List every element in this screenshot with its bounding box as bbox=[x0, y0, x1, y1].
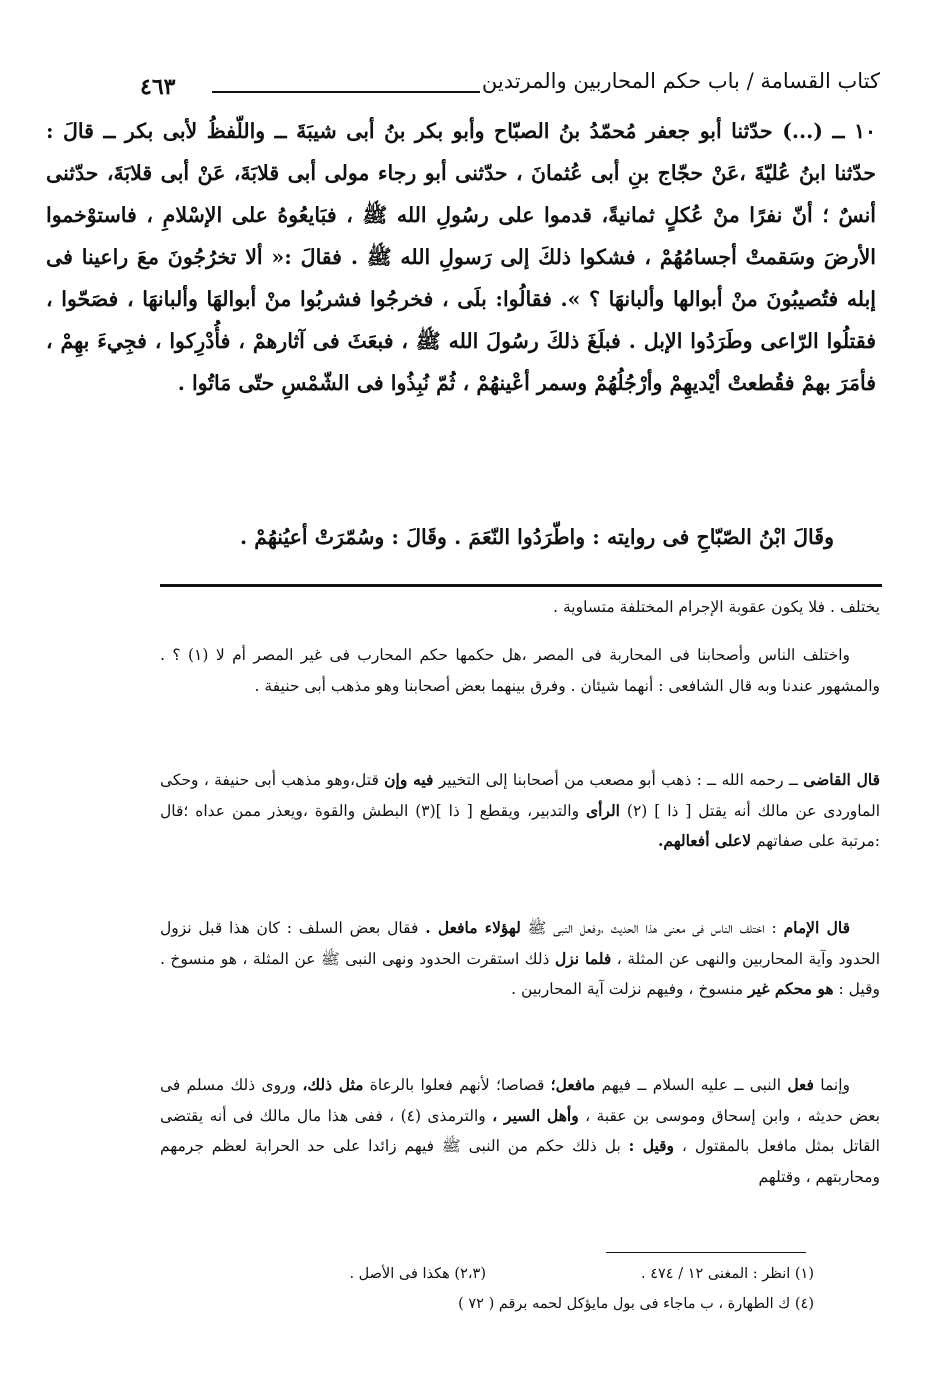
imam-label: قال الإمام bbox=[783, 918, 850, 937]
page-number: ٤٦٣ bbox=[140, 74, 176, 100]
commentary-paragraph-3: قال القاضى ــ رحمه الله ــ : ذهب أبو مصعب من أصحابنا إلى التخيير فيه وإن قتل،وهو مذهب أبى حنيفة ، وحكى الماوردى عن مالك أنه يقتل [ ذا ] (٢) الرأى والتدبير، ويقطع [ ذا ](٣) البطش والقوة ،ويعذر ممن عداه ؛قال :مرتبة على صفاتهم لاعلى أفعالهم. bbox=[160, 770, 880, 850]
qadi-label: قال القاضى bbox=[803, 770, 880, 789]
hadith-text: ١٠ ــ (...) حدّثنا أبو جعفر مُحمّدُ بنُ الصبّاح وأبو بكر بنُ أبى شيبَةَ ــ واللّفظُ لأبى بكر ــ قالَ : حدّثنا ابنُ عُليّةَ ،عَنْ حجّاج بنِ أبى عُثمانَ ، حدّثنى أبو رجاء مولى أبى قلابَةَ، عَنْ أبى قلابَةَ، حدّثنى أنسٌ ؛ أنّ نفرًا منْ عُكلٍ ثمانيةً، قدموا على رسُولِ الله ﷺ ، فبَايعُوهُ على الإسْلامِ ، فاستوْخموا الأرضَ وسَقمتْ أجسامُهُمْ ، فشكوا ذلكَ إلى رَسولِ الله ﷺ . فقالَ :« ألا تخرُجُونَ معَ راعينا فى إبله فتُصيبُونَ منْ أبوالها وألبانهَا ؟ ». فقالُوا: بلَى ، فخرجُوا فشربُوا منْ أبوالهَا وألبانهَا ، فصَحّوا ، فقتلُوا الرّاعى وطَرَدُوا الإبل . فبلَغَ ذلكَ رسُولَ الله ﷺ ، فبعَثَ فى آثارهمْ ، فأُدْرِكوا ، فجِيءَ بهِمْ ، فأمَرَ بهمْ فقُطعتْ أيْديهِمْ وأرْجُلُهُمْ وسمر أعْينهُمْ ، ثُمّ نُبِذُوا فى الشّمْسِ حتّى مَاتُوا . bbox=[46, 119, 877, 395]
footnote-1: (١) انظر : المغنى ١٢ / ٤٧٤ . bbox=[641, 1266, 814, 1282]
footnote-4: (٤) ك الطهارة ، ب ماجاء فى بول مايؤكل لحمه برقم ( ٧٢ ) bbox=[458, 1296, 814, 1312]
commentary-paragraph-2: واختلف الناس وأصحابنا فى المحاربة فى المصر ،هل حكمها حكم المحارب فى غير المصر أم لا (١) ؟ . والمشهور عندنا وبه قال الشافعى : أنهما شيئان . وفرق بينهما بعض أصحابنا وهو مذهب أبى حنيفة . bbox=[160, 646, 880, 695]
commentary-paragraph-1: يختلف . فلا يكون عقوبة الإجرام المختلفة متساوية . bbox=[553, 598, 880, 616]
section-divider bbox=[160, 584, 882, 587]
running-title: كتاب القسامة / باب حكم المحاربين والمرتدين bbox=[481, 69, 880, 93]
commentary-paragraph-5: وإنما فعل النبى ــ عليه السلام ــ فيهم مافعل؛ قصاصا؛ لأنهم فعلوا بالرعاة مثل ذلك، وروى ذلك مسلم فى بعض حديثه ، وابن إسحاق وموسى بن عقبة ، وأهل السير ، والترمذى (٤) ، ففى هذا مال مالك فى أنه يقتضى القاتل بمثل مافعل بالمقتول ، وقيل : بل ذلك حكم من النبى ﷺ فيهم زائدا على حد الحرابة لعظم جرمهم ومحاربتهم ، وقتلهم bbox=[160, 1075, 880, 1186]
footnote-2-3: (٢،٣) هكذا فى الأصل . bbox=[349, 1266, 486, 1282]
header-rule bbox=[212, 91, 480, 93]
footnote-rule bbox=[606, 1252, 806, 1253]
commentary-paragraph-4: قال الإمام : اختلف الناس فى معنى هذا الحديث ،وفعل النبى ﷺ لهؤلاء مافعل . فقال بعض السلف : كان هذا قبل نزول الحدود وآية المحاربين والنهى عن المثلة ، فلما نزل ذلك استقرت الحدود ونهى النبى ﷺ عن المثلة ، هو منسوخ . وقيل : هو محكم غير منسوخ ، وفيهم نزلت آية المحاربين . bbox=[160, 918, 881, 998]
hadith-variant-note: وقَالَ ابْنُ الصّبّاحِ فى روايته : واطّرَدُوا النّعَمَ . وقَالَ : وسُمّرَتْ أعيُنهُمْ . bbox=[239, 525, 834, 549]
